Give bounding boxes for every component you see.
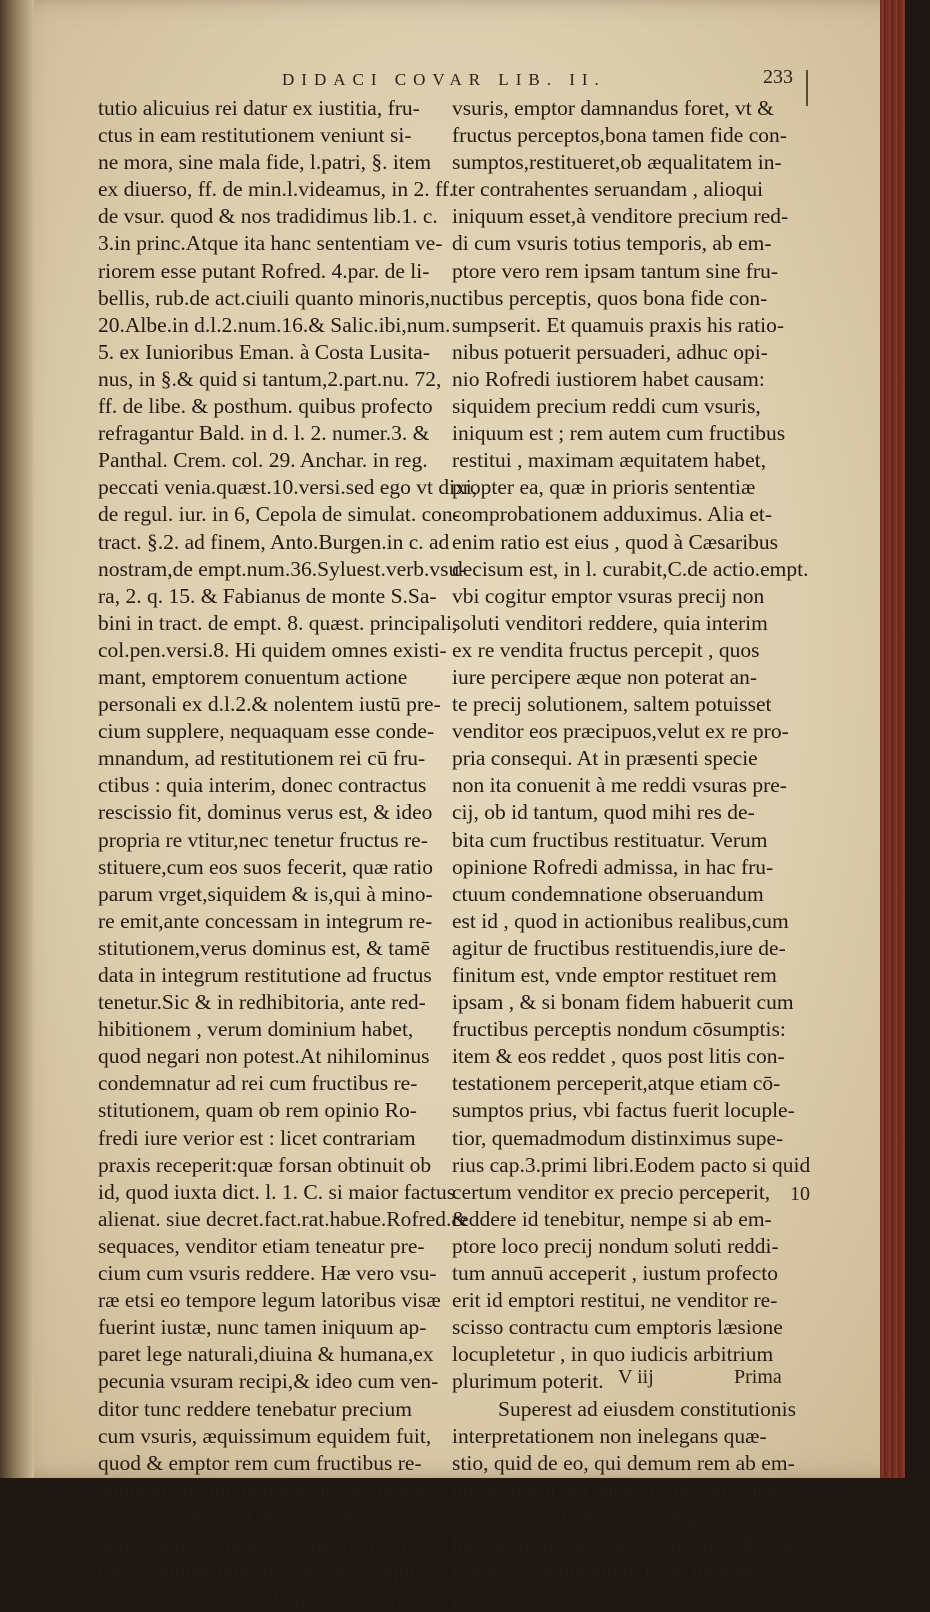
text-line: condemnatur ad rei cum fructibus re- — [98, 1071, 418, 1096]
text-line: reddere id tenebitur, nempe si ab em- — [452, 1206, 772, 1231]
text-line: refragantur Bald. in d. l. 2. numer.3. & — [98, 421, 430, 446]
text-line: stituere,cum eos suos fecerit, quæ ratio — [98, 854, 433, 879]
text-line: vsuris, emptor damnandus foret, vt & — [452, 96, 774, 120]
text-line: locupletetur , in quo iudicis arbitrium — [452, 1342, 774, 1367]
text-line: hic tertius possessor sit, ad cuius dubita- — [452, 1531, 799, 1556]
text-line: quod & emptor rem cum fructibus re- — [98, 1450, 422, 1475]
text-line: siquidem precium reddi cum vsuris, — [452, 394, 761, 419]
text-line: sumptos,restitueret,ob æqualitatem in- — [452, 150, 782, 175]
text-line: ctus in eam restitutionem veniunt si- — [98, 123, 412, 148]
text-line: fructus perceptos,bona tamen fide con- — [452, 123, 787, 148]
text-line: cium supplere, nequaquam esse conde- — [98, 719, 435, 744]
text-line: hibitionem , verum dominium habet, — [98, 1017, 414, 1042]
text-line: tus venditore reddente precium cum — [98, 1586, 408, 1611]
text-line: praxis receperit:quæ forsan obtinuit ob — [98, 1152, 432, 1177]
text-line: 3.in princ.Atque ita hanc sententiam ve- — [98, 231, 443, 256]
text-line: tior, quemadmodum distinximus supe- — [452, 1125, 784, 1150]
text-line: de vsur. quod & nos tradidimus lib.1. c. — [98, 204, 438, 229]
text-line: tract. §.2. ad finem, Anto.Burgen.in c. ad — [98, 529, 450, 554]
text-line: stio, quid de eo, qui demum rem ab em- — [452, 1450, 795, 1475]
text-line: vbi cogitur emptor vsuras precij non — [452, 583, 765, 608]
page-number: 233 — [763, 66, 793, 88]
text-line: enim ratio est eius , quod à Cæsaribus — [452, 529, 779, 554]
text-line: opinione Rofredi admissa, in hac fru- — [452, 854, 774, 879]
text-line: 20.Albe.in d.l.2.num.16.& Salic.ibi,num. — [98, 312, 451, 337]
text-line: ptore loco precij nondum soluti reddi- — [452, 1233, 779, 1258]
text-line: quod negari non potest.At nihilominus — [98, 1044, 430, 1069]
text-line: pria consequi. At in præsenti specie — [452, 746, 758, 771]
text-line: ctibus : quia interim, donec contractus — [98, 773, 427, 798]
text-line: nibus potuerit persuaderi, adhuc opi- — [452, 339, 768, 364]
text-line: iure percipere æque non poterat an- — [452, 664, 758, 689]
text-line: id, quod iuxta dict. l. 1. C. si maior factus — [98, 1179, 456, 1204]
text-line: bellis, rub.de act.ciuili quanto minoris,nu. — [98, 285, 457, 310]
text-line: ne mora, sine mala fide, l.patri, §. item — [98, 150, 432, 175]
text-line: finitum est, vnde emptor restituet rem — [452, 963, 777, 987]
text-line: certum venditor ex precio perceperit, — [452, 1179, 771, 1204]
text-line: ditor tunc reddere tenebatur precium — [98, 1396, 412, 1421]
text-line: Panthal. Crem. col. 29. Anchar. in reg. — [98, 448, 428, 473]
text-line: stitutionem, quam ob rem opinio Ro- — [98, 1098, 417, 1123]
text-line: di cum vsuris totius temporis, ab em- — [452, 231, 772, 256]
text-line: nio Rofredi iustiorem habet causam: — [452, 366, 765, 391]
text-line: alienat. siue decret.fact.rat.habue.Rofred.& — [98, 1206, 469, 1231]
text-line: nostram,de empt.num.36.Syluest.verb.vsu- — [98, 556, 467, 581]
signature-mark: V iij — [618, 1366, 654, 1388]
text-line: tenetur.Sic & in redhibitoria, ante red- — [98, 990, 426, 1015]
page-header — [282, 62, 793, 98]
text-line: nus, in §.& quid si tantum,2.part.nu. 72, — [98, 366, 442, 391]
text-line: cij, ob id tantum, quod mihi res de- — [452, 800, 755, 825]
text-line: Superest ad eiusdem constitutionis — [498, 1396, 796, 1421]
text-line: ptore vero rem ipsam tantum sine fru- — [452, 258, 778, 283]
text-line: restitui , maximam æquitatem habet, — [452, 448, 767, 473]
text-line: mnandum, ad restitutionem rei cū fru- — [98, 746, 426, 771]
text-line: fuerint iustæ, nunc tamen iniquum ap- — [98, 1315, 427, 1340]
text-line: decisum est, in l. curabit,C.de actio.empt. — [452, 556, 809, 581]
text-line: soluti venditori reddere, quia interim — [452, 610, 768, 635]
book-gutter-shadow — [0, 0, 34, 1478]
text-line: ptore emerit, an aduersus ipsum valeat — [452, 1477, 783, 1502]
margin-section-number: 10 — [790, 1183, 810, 1205]
text-line: paret lege naturali,diuina & humana,ex — [98, 1342, 434, 1367]
text-line: cium cum vsuris reddere. Hæ vero vsu- — [98, 1261, 437, 1286]
text-line: data in integrum restitutione ad fructus — [98, 963, 432, 987]
page-edge — [880, 0, 905, 1478]
text-line: fredi iure verior est : licet contrariam — [98, 1125, 416, 1150]
margin-rule-mark — [806, 70, 808, 106]
text-line: ex diuerso, ff. de min.l.videamus, in 2. ff. — [98, 177, 455, 202]
text-line: tionis resolutionem in hunc modum — [452, 1559, 758, 1584]
text-line: plurimum poterit. — [452, 1369, 604, 1394]
text-line: col.pen.versi.8. Hi quidem omnes existi- — [98, 637, 447, 662]
text-line: cum vsuris, æquissimum equidem fuit, — [98, 1423, 432, 1448]
text-line: rius cap.3.primi libri.Eodem pacto si quid — [452, 1152, 811, 1177]
text-line: te precij solutionem, saltem potuisset — [452, 692, 772, 717]
text-line: debet, si nec emptor fructus rei resti- — [98, 1531, 414, 1556]
text-line: parum vrget,siquidem & is,qui à mino- — [98, 881, 433, 906]
text-line: sumpserit. Et quamuis praxis his ratio- — [452, 312, 785, 337]
text-line: re emit,ante concessam in integrum re- — [98, 908, 433, 933]
text-line: venditor eos præcipuos,velut ex re pro- — [452, 719, 789, 744]
text-line: bini in tract. de empt. 8. quæst. principali, — [98, 610, 458, 635]
text-line: bita cum fructibus restituatur. Verum — [452, 827, 768, 852]
text-line: iniquum esset,à venditore precium red- — [452, 204, 789, 229]
text-line: reddi non debeant, mirum videri non — [98, 1504, 414, 1529]
text-line: ff. de libe. & posthum. quibus profecto — [98, 394, 433, 419]
text-line: stitueret.At cum hodie vsuræ ex precio — [98, 1477, 432, 1502]
text-line: riorem esse putant Rofred. 4.par. de li- — [98, 258, 430, 283]
text-line: tuere minime teneatur. Sed & antiqui- — [98, 1559, 423, 1584]
text-line: pecunia vsuram recipi,& ideo cum ven- — [98, 1369, 439, 1394]
text-line: item & eos reddet , quos post litis con- — [452, 1044, 785, 1069]
text-line: interpretationem non inelegans quæ- — [452, 1423, 767, 1448]
text-line: ter contrahentes seruandam , alioqui — [452, 177, 764, 202]
text-line: ra, 2. q. 15. & Fabianus de monte S.Sa- — [98, 583, 437, 608]
text-line: propter ea, quæ in prioris sententiæ — [452, 475, 756, 500]
text-line: peccati venia.quæst.10.versi.sed ego vt dixi, — [98, 475, 478, 500]
text-line: in iudicium deduci dictæ legis 2. actio.cum — [452, 1504, 823, 1529]
text-line: de regul. iur. in 6, Cepola de simulat. con- — [98, 502, 460, 527]
text-line: fructibus perceptis nondum cōsumptis: — [452, 1017, 786, 1042]
text-line: personali ex d.l.2.& nolentem iustū pre- — [98, 692, 441, 717]
catchword: Prima — [734, 1366, 782, 1388]
text-line: 5. ex Iunioribus Eman. à Costa Lusita- — [98, 339, 430, 364]
left-text-column — [98, 95, 478, 1612]
text-line: proponimus assertiones. — [452, 1586, 660, 1611]
text-line: rescissio fit, dominus verus est, & ideo — [98, 800, 433, 825]
text-line: stitutionem,verus dominus est, & tamē — [98, 935, 431, 960]
text-line: est id , quod in actionibus realibus,cum — [452, 908, 789, 933]
text-line: tum annuū acceperit , iustum profecto — [452, 1261, 778, 1286]
text-line: testationem perceperit,atque etiam cō- — [452, 1071, 781, 1096]
text-line: erit id emptori restitui, ne venditor re- — [452, 1288, 778, 1313]
text-line: ctibus perceptis, quos bona fide con- — [452, 285, 768, 310]
text-line: ex re vendita fructus percepit , quos — [452, 637, 760, 662]
text-line: iniquum est ; rem autem cum fructibus — [452, 421, 786, 446]
text-line: sumptos prius, vbi factus fuerit locuple- — [452, 1098, 795, 1123]
running-head: DIDACI COVAR LIB. II. — [282, 70, 606, 89]
text-line: scisso contractu cum emptoris læsione — [452, 1315, 783, 1340]
text-line: mant, emptorem conuentum actione — [98, 664, 408, 689]
text-line: tutio alicuius rei datur ex iustitia, fru- — [98, 96, 420, 120]
text-line: ræ etsi eo tempore legum latoribus visæ — [98, 1288, 441, 1313]
text-line: sequaces, venditor etiam teneatur pre- — [98, 1233, 425, 1258]
text-line: ctuum condemnatione obseruandum — [452, 881, 764, 906]
text-line: propria re vtitur,nec tenetur fructus re- — [98, 827, 428, 852]
text-line: comprobationem adduximus. Alia et- — [452, 502, 773, 527]
text-line: ipsam , & si bonam fidem habuerit cum — [452, 990, 794, 1015]
text-line: non ita conuenit à me reddi vsuras pre- — [452, 773, 787, 798]
text-line: agitur de fructibus restituendis,iure de- — [452, 935, 786, 960]
